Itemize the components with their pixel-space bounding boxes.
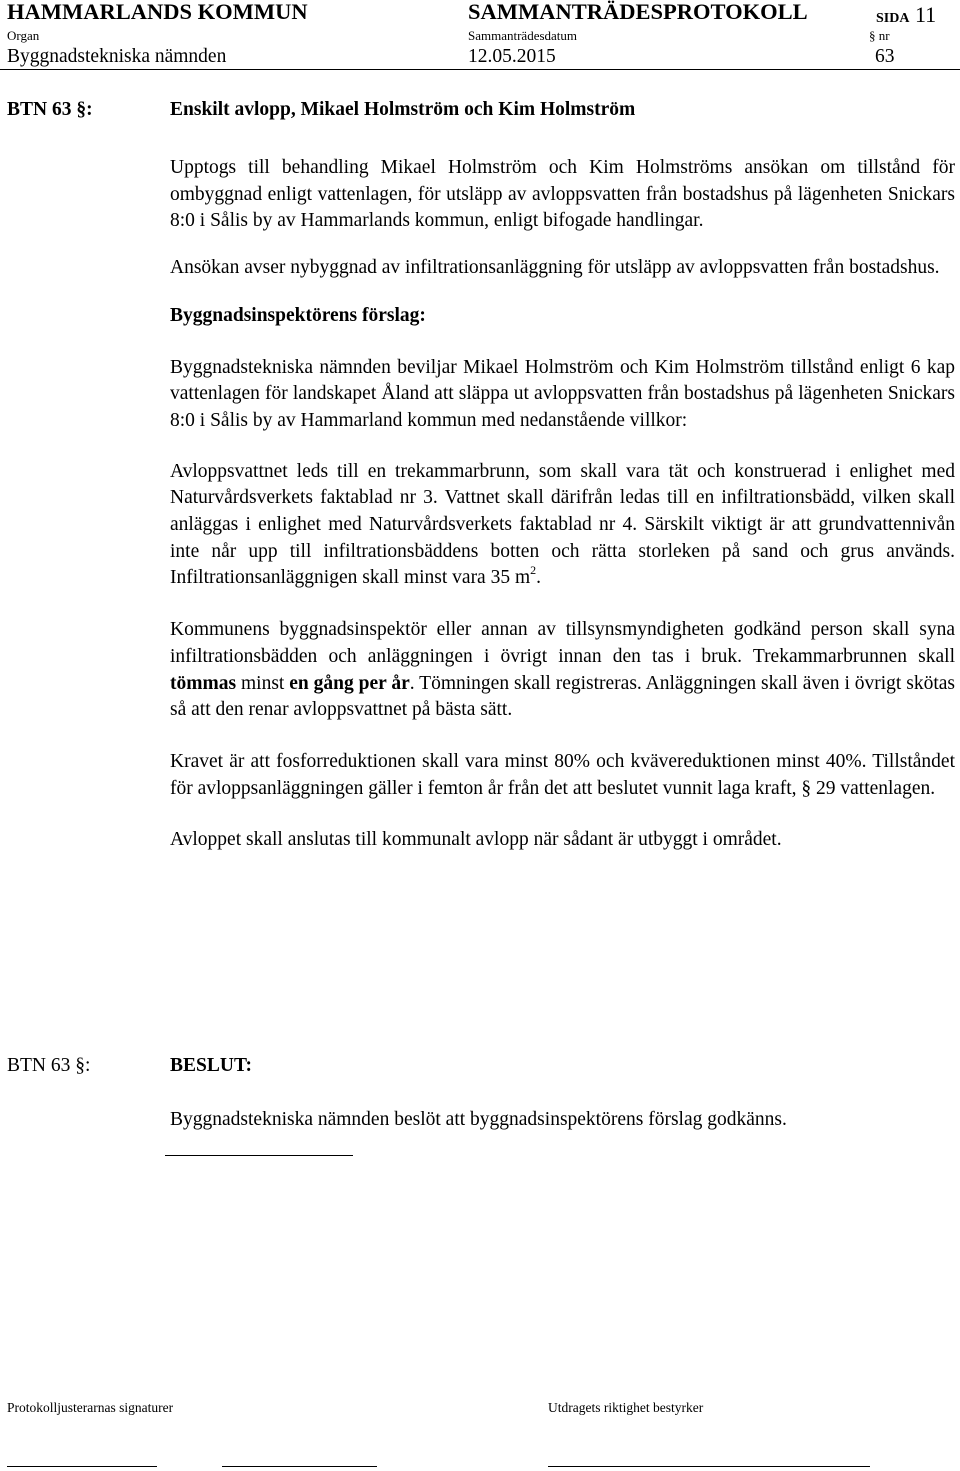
decision-text: Byggnadstekniska nämnden beslöt att byggnadsinspektörens förslag godkänns. [170, 1109, 787, 1130]
paragraph-inspection [170, 617, 955, 724]
document-type: SAMMANTRÄDESPROTOKOLL [468, 0, 808, 24]
conditions-text: Avloppsvattnet leds till en trekammarbrunn, som skall vara tät och konstruerad i enlighet med Naturvårdsverkets faktablad nr 3. Vattnet skall därifrån ledas till en infiltrationsbädd, vilken skall anläggas i enlighet med Naturvårdsverkets faktablad nr 4. Särskilt viktigt är att grundvattennivån inte når upp till infiltrationsbäddens botten och rätta storleken på sand och grus används. Infiltrationsanläggnigen skall minst vara 35 m [170, 460, 955, 589]
inspection-emphasis-frequency: en gång per år [289, 672, 410, 694]
paragraph-connection: Avloppet skall anslutas till kommunalt avlopp när sådant är utbyggt i området. [170, 829, 782, 851]
paragraph-number: 63 [875, 46, 895, 67]
organ-label: Organ [7, 28, 40, 43]
meeting-date: 12.05.2015 [468, 46, 556, 67]
area-exponent: 2 [530, 563, 537, 578]
paragraph-conditions [170, 459, 955, 593]
verification-line [548, 1466, 870, 1467]
decision-heading: BESLUT: [170, 1055, 252, 1076]
item-title: Enskilt avlopp, Mikael Holmström och Kim Holmström [170, 99, 636, 120]
end-rule [165, 1155, 353, 1156]
item-body [170, 155, 955, 854]
signature-line [222, 1466, 377, 1467]
date-label: Sammanträdesdatum [468, 28, 578, 43]
inspection-text-e: . Tömningen skall registreras. Anläggningen skall även i övrigt skötas så att den renar avloppsvattnet på bästa sätt. [170, 672, 955, 721]
paragraph-permit: Byggnadstekniska nämnden beviljar Mikael Holmström och Kim Holmström tillstånd enligt 6 kap vattenlagen för landskapet Åland att släppa ut avloppsvatten från bostadshus på lägenheten Snickars 8:0 i Sålis by av Hammarland kommun med nedanstående villkor: [170, 356, 955, 431]
paragraph-scope: Ansökan avser nybyggnad av infiltrationsanläggning för utsläpp av avloppsvatten från bostadshus. [170, 257, 940, 279]
footer-signatures-label: Protokolljusterarnas signaturer [7, 1400, 174, 1415]
item-label: BTN 63 §: [7, 99, 93, 120]
page-number: 11 [914, 2, 937, 27]
inspection-emphasis-empty: tömmas [170, 672, 237, 694]
footer-verification-label: Utdragets riktighet bestyrker [548, 1400, 704, 1415]
page-label: SIDA [876, 11, 910, 26]
paragraph-requirements: Kravet är att fosforreduktionen skall vara minst 80% och kvävereduktionen minst 40%. Tillståndet för avloppsanläggningen gäller i femton år från det att beslutet vunnit laga kraft, § 29 vattenlagen. [170, 750, 955, 799]
conditions-end: . [536, 567, 542, 589]
inspection-text-a: Kommunens byggnadsinspektör eller annan av tillsynsmyndigheten godkänd person skall syna infiltrationsbädden och anläggningen i övrigt innan den tas i bruk. Trekammarbrunnen skall [170, 619, 955, 667]
decision-item-label: BTN 63 §: [7, 1055, 91, 1076]
signature-line [7, 1466, 157, 1467]
inspection-text-c: minst [236, 672, 290, 694]
municipality-name: HAMMARLANDS KOMMUN [7, 0, 308, 24]
page-indicator [876, 3, 936, 31]
organ-name: Byggnadstekniska nämnden [7, 46, 227, 67]
proposal-heading: Byggnadsinspektörens förslag: [170, 304, 426, 326]
paragraph-application: Upptogs till behandling Mikael Holmström och Kim Holmströms ansökan om tillstånd för ombyggnad enligt vattenlagen, för utsläpp av avloppsvatten från bostadshus på lägenheten Snickars 8:0 i Sålis by av Hammarlands kommun, enligt bifogade handlingar. [170, 157, 955, 232]
nr-label: § nr [869, 28, 890, 43]
header-divider [0, 69, 960, 70]
